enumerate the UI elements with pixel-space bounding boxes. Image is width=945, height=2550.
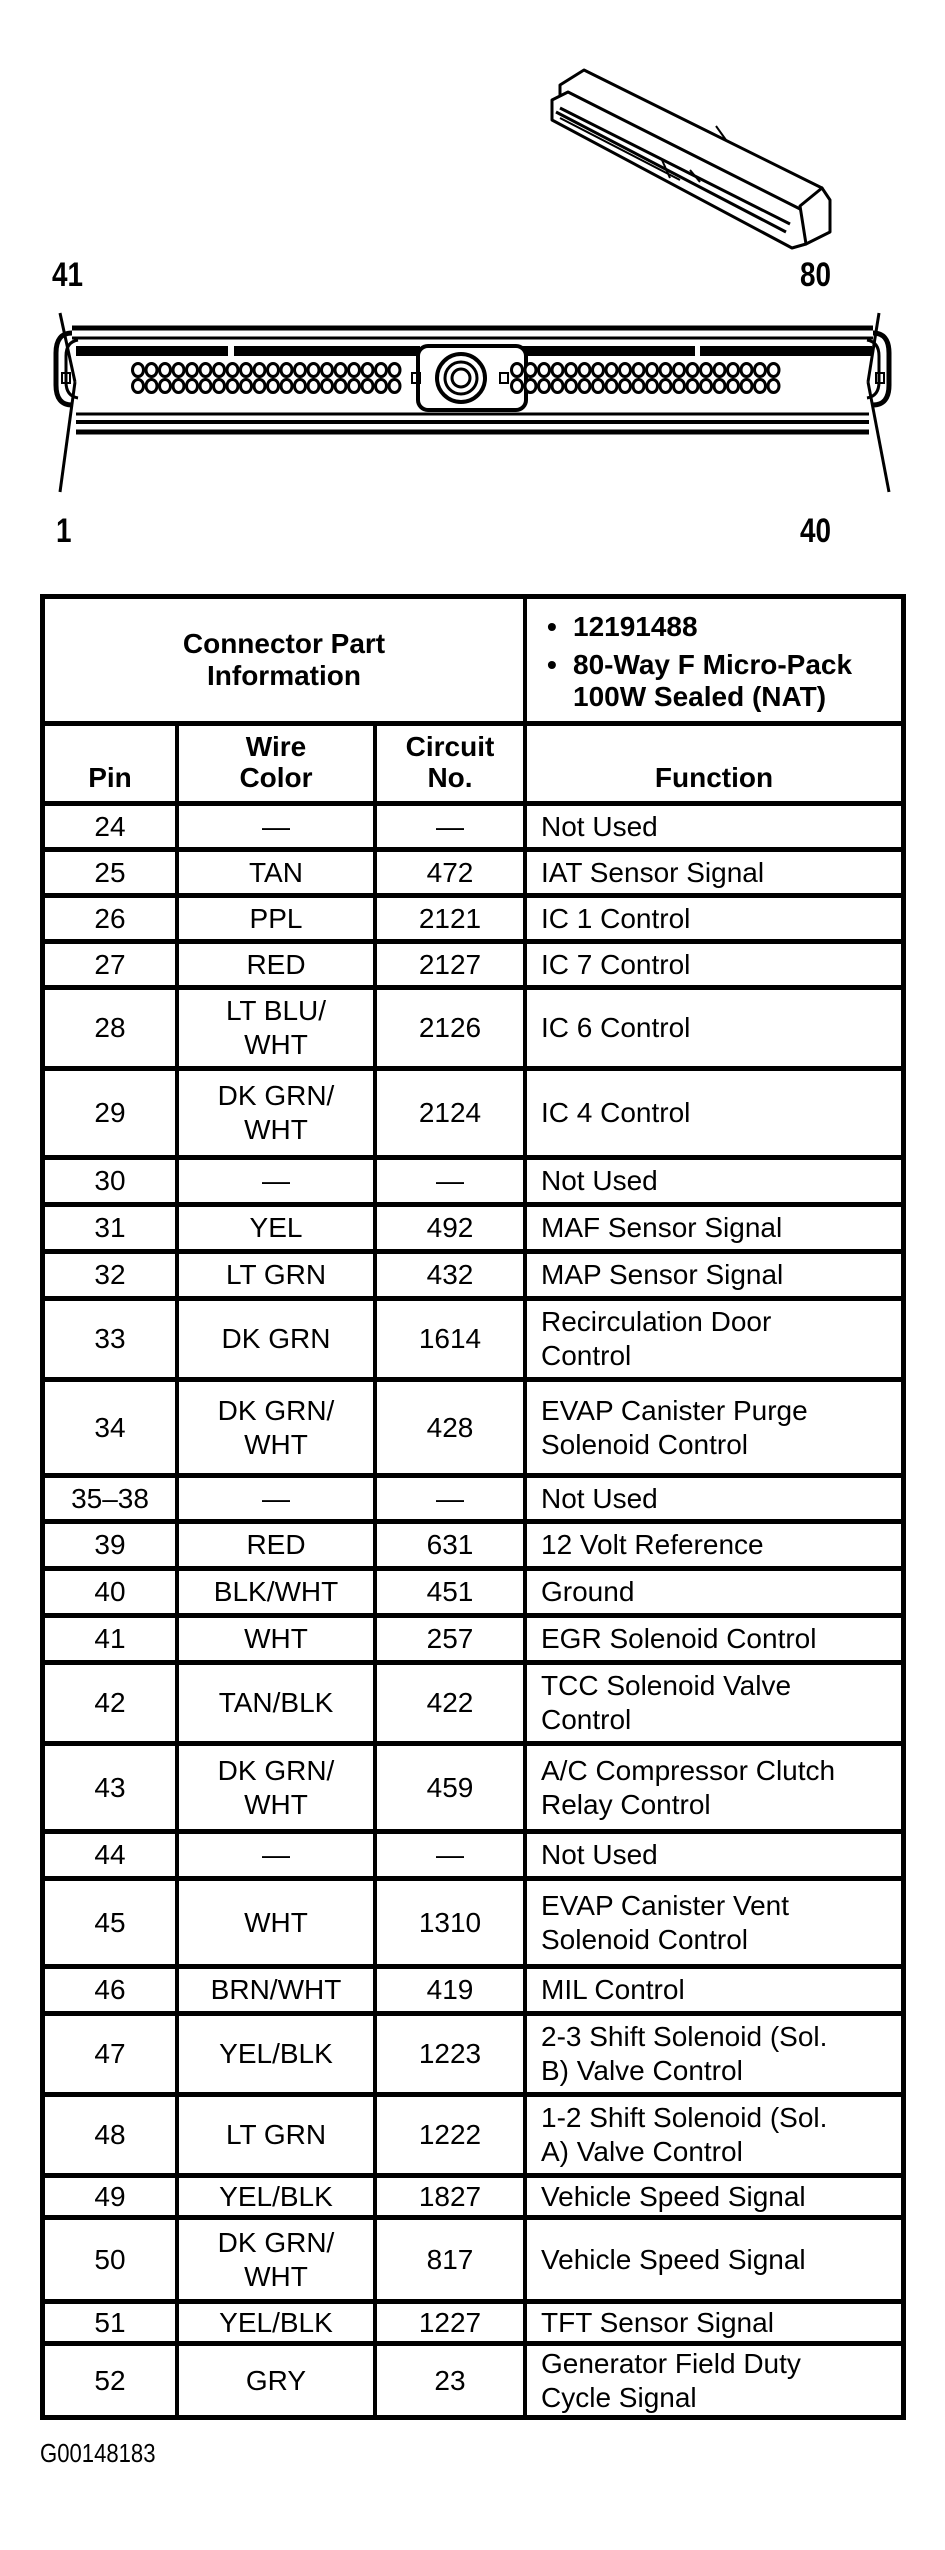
wire-color-cell-text: YEL/BLK <box>219 2306 333 2338</box>
wire-color-cell-text: WHT <box>244 1623 308 1654</box>
circuit-cell <box>373 2178 523 2215</box>
table-row <box>45 2173 901 2215</box>
figure-id: G00148183 <box>40 2438 156 2468</box>
wire-color-cell-text: WHT <box>244 1906 308 1938</box>
circuit-cell <box>373 806 523 847</box>
pin-number: 51 <box>94 2306 126 2338</box>
wire-color-cell <box>175 1382 373 1473</box>
function-cell <box>523 1881 901 1964</box>
header-circuit-line2: No. <box>427 762 473 793</box>
header-pin-label: Pin <box>88 762 132 793</box>
pin-cell <box>45 1969 175 2011</box>
circuit-number: 432 <box>426 1259 474 1290</box>
wire-color-cell <box>175 2016 373 2092</box>
pin-number: 52 <box>94 2364 126 2396</box>
function-cell <box>523 1478 901 1519</box>
function-cell-text: Cycle Signal <box>541 2381 697 2413</box>
circuit-number: — <box>436 1482 464 1514</box>
circuit-number: 2121 <box>418 902 482 934</box>
circuit-cell <box>373 1301 523 1377</box>
wire-color-cell <box>175 1834 373 1876</box>
wire-color-cell-text: TAN <box>249 856 303 888</box>
wire-color-cell <box>175 1524 373 1566</box>
wire-color-cell <box>175 2346 373 2415</box>
wire-color-cell-text: YEL/BLK <box>219 2180 333 2212</box>
circuit-number: — <box>436 1165 464 1196</box>
circuit-cell <box>373 2016 523 2092</box>
circuit-cell <box>373 1207 523 1249</box>
circuit-number: 422 <box>426 1687 474 1718</box>
table-row <box>45 1829 901 1876</box>
wire-color-cell-text: PPL <box>249 902 303 934</box>
function-cell-text: A) Valve Control <box>541 2136 743 2167</box>
wire-color-cell-text: WHT <box>244 1029 308 1060</box>
table-row <box>45 1202 901 1249</box>
pin-cell <box>45 1207 175 1249</box>
pin-number: 43 <box>94 1771 126 1803</box>
circuit-cell <box>373 2220 523 2299</box>
function-cell <box>523 944 901 985</box>
table-row <box>45 1741 901 1829</box>
wire-color-cell <box>175 2178 373 2215</box>
pin-cell <box>45 1571 175 1613</box>
wire-color-cell <box>175 1071 373 1155</box>
function-cell-text: 12 Volt Reference <box>541 1529 764 1560</box>
function-cell-text: Solenoid Control <box>541 1923 749 1955</box>
connector-info-row <box>45 599 901 721</box>
table-row <box>45 1876 901 1964</box>
pin-cell <box>45 2178 175 2215</box>
header-function-label: Function <box>654 762 774 793</box>
pin-cell <box>45 1618 175 1660</box>
pinout-table <box>40 594 906 2420</box>
circuit-number: — <box>436 810 464 842</box>
table-row <box>45 893 901 939</box>
function-cell <box>523 806 901 847</box>
circuit-number: 492 <box>426 1212 474 1243</box>
circuit-cell <box>373 1478 523 1519</box>
circuit-number: 2126 <box>418 1012 482 1043</box>
function-cell-text: IC 6 Control <box>541 1012 691 1043</box>
circuit-cell <box>373 1618 523 1660</box>
pin-number: 33 <box>94 1323 126 1354</box>
pin-number: 50 <box>94 2243 126 2275</box>
function-cell-text: A/C Compressor Clutch <box>541 1754 836 1786</box>
pin-cell <box>45 2220 175 2299</box>
wire-color-cell <box>175 990 373 1066</box>
pin-cell <box>45 2097 175 2173</box>
circuit-number: 1827 <box>418 2180 482 2212</box>
function-cell-text: IAT Sensor Signal <box>541 856 765 888</box>
header-function <box>523 726 901 801</box>
circuit-number: 428 <box>426 1411 474 1443</box>
table-row <box>45 801 901 847</box>
pin-cell <box>45 1834 175 1876</box>
function-cell <box>523 990 901 1066</box>
connector-3d-icon <box>552 70 830 248</box>
pin-cell <box>45 806 175 847</box>
connector-info-values <box>523 599 901 721</box>
circuit-cell <box>373 1382 523 1473</box>
circuit-number: 472 <box>426 856 474 888</box>
pin-number: 28 <box>94 1012 126 1043</box>
function-cell-text: EVAP Canister Purge <box>541 1394 808 1426</box>
wire-color-cell <box>175 1665 373 1741</box>
function-cell-text: Not Used <box>541 1839 658 1870</box>
function-cell <box>523 1571 901 1613</box>
function-cell <box>523 1524 901 1566</box>
function-cell-text: Ground <box>541 1576 635 1607</box>
wire-color-cell-text: DK GRN/ <box>217 2226 335 2258</box>
circuit-number: 1614 <box>418 1323 482 1354</box>
circuit-cell <box>373 1969 523 2011</box>
table-row <box>45 1155 901 1202</box>
wire-color-cell-text: DK GRN/ <box>217 1754 335 1786</box>
pin-number: 49 <box>94 2180 126 2212</box>
function-cell-text: 1-2 Shift Solenoid (Sol. <box>541 2102 828 2133</box>
function-cell-text: Control <box>541 1340 632 1371</box>
function-cell <box>523 1834 901 1876</box>
wire-color-cell-text: YEL/BLK <box>219 2038 333 2069</box>
pin-cell <box>45 1254 175 1296</box>
function-cell-text: Vehicle Speed Signal <box>541 2243 806 2275</box>
function-cell <box>523 1382 901 1473</box>
table-row <box>45 1519 901 1566</box>
function-cell-text: Control <box>541 1704 632 1735</box>
circuit-cell <box>373 990 523 1066</box>
circuit-cell <box>373 1254 523 1296</box>
table-row <box>45 2092 901 2173</box>
circuit-cell <box>373 1524 523 1566</box>
circuit-cell <box>373 1746 523 1829</box>
circuit-cell <box>373 2346 523 2415</box>
table-row <box>45 2299 901 2341</box>
bullet-icon: • <box>547 649 557 680</box>
pin-number: 32 <box>94 1259 126 1290</box>
function-cell-text: IC 1 Control <box>541 902 691 934</box>
pin-cell <box>45 1881 175 1964</box>
pin-number: 47 <box>94 2038 126 2069</box>
function-cell <box>523 1071 901 1155</box>
circuit-cell <box>373 1571 523 1613</box>
function-cell-text: Generator Field Duty <box>541 2347 801 2379</box>
bullet-icon: • <box>547 611 557 642</box>
table-row <box>45 1566 901 1613</box>
circuit-cell <box>373 1665 523 1741</box>
pin-cell <box>45 1746 175 1829</box>
wire-color-cell <box>175 898 373 939</box>
pin-number: 41 <box>94 1623 126 1654</box>
pin-cell <box>45 1301 175 1377</box>
header-wire-line2: Color <box>239 762 313 793</box>
header-circuit-line1: Circuit <box>405 731 495 762</box>
pin-cell <box>45 990 175 1066</box>
wire-color-cell <box>175 1618 373 1660</box>
function-cell <box>523 2304 901 2341</box>
function-cell <box>523 2346 901 2415</box>
wire-color-cell <box>175 1969 373 2011</box>
circuit-number: 459 <box>426 1771 474 1803</box>
function-cell-text: Not Used <box>541 1165 658 1196</box>
pin-number: 44 <box>94 1839 126 1870</box>
function-cell <box>523 1254 901 1296</box>
wire-color-cell <box>175 1746 373 1829</box>
connector-info-label-line1: Connector Part <box>182 628 386 659</box>
wire-color-cell <box>175 1478 373 1519</box>
circuit-number: 1222 <box>418 2119 482 2150</box>
table-row <box>45 2341 901 2415</box>
pin-number: 48 <box>94 2119 126 2150</box>
wire-color-cell-text: WHT <box>244 2260 308 2292</box>
pin-label-41: 41 <box>52 256 84 294</box>
pin-cell <box>45 1524 175 1566</box>
circuit-cell <box>373 2097 523 2173</box>
pin-number: 42 <box>94 1687 126 1718</box>
circuit-cell <box>373 2304 523 2341</box>
wire-color-cell-text: WHT <box>244 1788 308 1820</box>
pin-number: 39 <box>94 1529 126 1560</box>
header-wire-line1: Wire <box>245 731 307 762</box>
function-cell-text: EVAP Canister Vent <box>541 1889 789 1921</box>
function-cell-text: TCC Solenoid Valve <box>541 1670 792 1701</box>
function-cell <box>523 1746 901 1829</box>
pin-cell <box>45 852 175 893</box>
table-row <box>45 1613 901 1660</box>
wire-color-cell-text: LT GRN <box>225 2119 327 2150</box>
wire-color-cell <box>175 2220 373 2299</box>
table-row <box>45 1377 901 1473</box>
function-cell-text: Recirculation Door <box>541 1306 772 1337</box>
pin-cell <box>45 898 175 939</box>
circuit-number: 419 <box>426 1974 474 2005</box>
function-cell-text: MAF Sensor Signal <box>541 1212 783 1243</box>
function-cell-text: MIL Control <box>541 1974 685 2005</box>
pin-number: 31 <box>94 1212 126 1243</box>
wire-color-cell <box>175 2304 373 2341</box>
wire-color-cell <box>175 1254 373 1296</box>
pin-cell <box>45 2346 175 2415</box>
connector-info-label <box>45 599 523 721</box>
pin-number: 46 <box>94 1974 126 2005</box>
function-cell-text: TFT Sensor Signal <box>541 2306 774 2338</box>
table-row <box>45 847 901 893</box>
pin-number: 25 <box>94 856 126 888</box>
circuit-number: 23 <box>434 2364 466 2396</box>
circuit-number: 2124 <box>418 1097 482 1128</box>
function-cell <box>523 2016 901 2092</box>
wire-color-cell-text: LT GRN <box>225 1259 327 1290</box>
wire-color-cell <box>175 2097 373 2173</box>
function-cell-text: IC 7 Control <box>541 948 691 980</box>
function-cell <box>523 1969 901 2011</box>
wire-color-cell-text: RED <box>246 1529 306 1560</box>
wire-color-cell-text: DK GRN/ <box>217 1394 335 1426</box>
wire-color-cell-text: — <box>262 1839 290 1870</box>
wire-color-cell-text: YEL <box>249 1212 303 1243</box>
pin-cell <box>45 1071 175 1155</box>
part-number-bullet <box>547 611 893 643</box>
function-cell-text: EGR Solenoid Control <box>541 1623 817 1654</box>
wire-color-cell-text: RED <box>246 948 306 980</box>
wire-color-cell-text: GRY <box>245 2364 307 2396</box>
function-cell-text: B) Valve Control <box>541 2055 743 2086</box>
header-row <box>45 721 901 801</box>
function-cell <box>523 1618 901 1660</box>
header-wire-color <box>175 726 373 801</box>
wire-color-cell <box>175 1160 373 1202</box>
pin-number: 40 <box>94 1576 126 1607</box>
function-cell <box>523 2178 901 2215</box>
circuit-cell <box>373 898 523 939</box>
circuit-number: 817 <box>426 2243 474 2275</box>
part-number: 12191488 <box>573 611 698 642</box>
table-row <box>45 1066 901 1155</box>
pin-cell <box>45 944 175 985</box>
function-cell <box>523 1665 901 1741</box>
function-cell <box>523 852 901 893</box>
wire-color-cell <box>175 1207 373 1249</box>
wire-color-cell-text: TAN/BLK <box>218 1687 334 1718</box>
function-cell <box>523 898 901 939</box>
pin-number: 34 <box>94 1411 126 1443</box>
circuit-cell <box>373 1160 523 1202</box>
pin-cell <box>45 1665 175 1741</box>
table-row <box>45 985 901 1066</box>
wire-color-cell-text: WHT <box>244 1428 308 1460</box>
pin-number: 45 <box>94 1906 126 1938</box>
pin-label-40: 40 <box>800 512 832 550</box>
table-row <box>45 1296 901 1377</box>
pin-number: 26 <box>94 902 126 934</box>
wire-color-cell <box>175 1301 373 1377</box>
circuit-number: — <box>436 1839 464 1870</box>
function-cell-text: MAP Sensor Signal <box>541 1259 784 1290</box>
table-row <box>45 2011 901 2092</box>
circuit-cell <box>373 1071 523 1155</box>
function-cell-text: 2-3 Shift Solenoid (Sol. <box>541 2021 828 2052</box>
function-cell <box>523 1160 901 1202</box>
connector-type: 80-Way F Micro-Pack 100W Sealed (NAT) <box>573 649 853 712</box>
circuit-cell <box>373 944 523 985</box>
circuit-number: 2127 <box>418 948 482 980</box>
pin-cell <box>45 1478 175 1519</box>
wire-color-cell <box>175 1571 373 1613</box>
pin-label-1: 1 <box>56 512 72 550</box>
circuit-cell <box>373 1881 523 1964</box>
pin-number: 35–38 <box>71 1482 149 1514</box>
wire-color-cell-text: BLK/WHT <box>213 1576 339 1607</box>
pin-cell <box>45 2304 175 2341</box>
wire-color-cell-text: WHT <box>244 1114 308 1145</box>
header-circuit-no <box>373 726 523 801</box>
circuit-cell <box>373 1834 523 1876</box>
wire-color-cell <box>175 852 373 893</box>
function-cell-text: Not Used <box>541 810 658 842</box>
pin-cell <box>45 2016 175 2092</box>
circuit-number: 631 <box>426 1529 474 1560</box>
header-pin <box>45 726 175 801</box>
function-cell-text: Vehicle Speed Signal <box>541 2180 806 2212</box>
table-row <box>45 2215 901 2299</box>
wire-color-cell-text: — <box>262 810 290 842</box>
circuit-number: 257 <box>426 1623 474 1654</box>
circuit-cell <box>373 852 523 893</box>
wire-color-cell <box>175 1881 373 1964</box>
pin-number: 29 <box>94 1097 126 1128</box>
function-cell-text: IC 4 Control <box>541 1097 691 1128</box>
connector-info-label-line2: Information <box>207 660 361 691</box>
pin-cell <box>45 1382 175 1473</box>
table-row <box>45 1964 901 2011</box>
function-cell-text: Solenoid Control <box>541 1428 749 1460</box>
pin-label-80: 80 <box>800 256 832 294</box>
wire-color-cell-text: LT BLU/ <box>225 995 327 1026</box>
pin-number: 30 <box>94 1165 126 1196</box>
table-body <box>45 801 901 2415</box>
function-cell <box>523 1207 901 1249</box>
function-cell-text: Not Used <box>541 1482 658 1514</box>
circuit-number: 1227 <box>418 2306 482 2338</box>
function-cell-text: Relay Control <box>541 1788 711 1820</box>
pin-number: 27 <box>94 948 126 980</box>
function-cell <box>523 2097 901 2173</box>
circuit-number: 1310 <box>418 1906 482 1938</box>
function-cell <box>523 2220 901 2299</box>
wire-color-cell-text: — <box>262 1482 290 1514</box>
table-row <box>45 1249 901 1296</box>
circuit-number: 1223 <box>418 2038 482 2069</box>
table-row <box>45 1473 901 1519</box>
wire-color-cell-text: BRN/WHT <box>210 1974 342 2005</box>
wire-color-cell <box>175 806 373 847</box>
circuit-number: 451 <box>426 1576 474 1607</box>
connector-type-bullet <box>547 649 893 713</box>
table-row <box>45 939 901 985</box>
pin-cell <box>45 1160 175 1202</box>
wire-color-cell-text: — <box>262 1165 290 1196</box>
pin-number: 24 <box>94 810 126 842</box>
wire-color-cell-text: DK GRN <box>221 1323 331 1354</box>
wire-color-cell-text: DK GRN/ <box>217 1080 335 1111</box>
function-cell <box>523 1301 901 1377</box>
wire-color-cell <box>175 944 373 985</box>
table-row <box>45 1660 901 1741</box>
